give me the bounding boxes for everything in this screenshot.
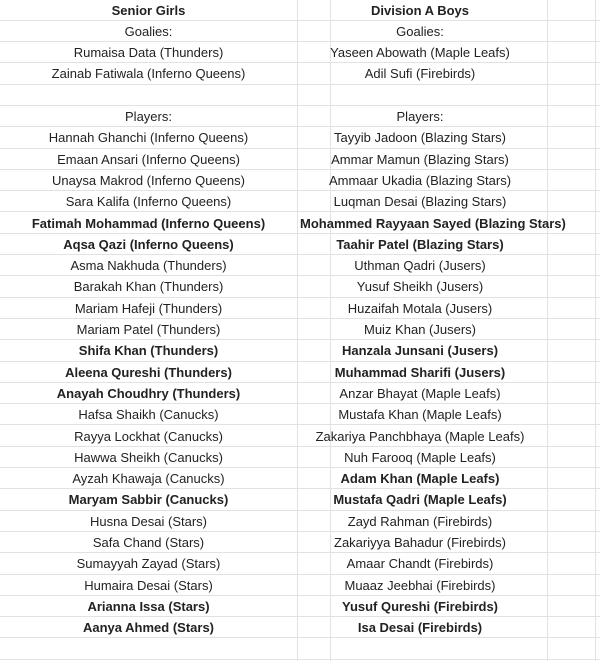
cell-division-a-boys[interactable]: Huzaifah Motala (Jusers)	[347, 300, 493, 316]
table-row	[0, 234, 600, 255]
cell-division-a-boys[interactable]: Adam Khan (Maple Leafs)	[340, 471, 500, 487]
cell-senior-girls[interactable]	[0, 639, 297, 660]
cell-division-a-boys[interactable]: Ammar Mamun (Blazing Stars)	[331, 151, 509, 167]
cell-senior-girls[interactable]: Fatimah Mohammad (Inferno Queens)	[31, 215, 266, 231]
table-row	[0, 106, 600, 127]
cell-senior-girls[interactable]: Aanya Ahmed (Stars)	[83, 620, 214, 636]
cell-senior-girls[interactable]: Zainab Fatiwala (Inferno Queens)	[51, 66, 246, 82]
cell-division-a-boys[interactable]: Zakariyya Bahadur (Firebirds)	[334, 535, 506, 550]
cell-division-a-boys[interactable]: Anzar Bhayat (Maple Leafs)	[339, 385, 501, 401]
cell-division-a-boys[interactable]: Yaseen Abowath (Maple Leafs)	[330, 45, 510, 61]
table-row	[0, 426, 600, 447]
cell-division-a-boys[interactable]: Muiz Khan (Jusers)	[364, 322, 476, 337]
cell-division-a-boys[interactable]: Nuh Farooq (Maple Leafs)	[344, 449, 496, 465]
table-row	[0, 553, 600, 574]
cell-division-a-boys[interactable]: Uthman Qadri (Jusers)	[354, 258, 486, 274]
cell-senior-girls[interactable]: Players:	[125, 109, 172, 124]
table-row	[0, 42, 600, 63]
cell-division-a-boys[interactable]: Mohammed Rayyaan Sayed (Blazing Stars)	[300, 215, 566, 231]
cell-senior-girls[interactable]: Ayzah Khawaja (Canucks)	[72, 471, 225, 487]
cell-senior-girls[interactable]: Aleena Qureshi (Thunders)	[65, 364, 232, 380]
cell-division-a-boys[interactable]: Muhammad Sharifi (Jusers)	[334, 364, 506, 380]
table-row	[0, 21, 600, 42]
table-row	[0, 0, 600, 21]
table-row	[0, 340, 600, 361]
cell-senior-girls[interactable]: Goalies:	[124, 23, 173, 39]
table-row	[0, 617, 600, 638]
cell-division-a-boys[interactable]: Luqman Desai (Blazing Stars)	[333, 194, 507, 210]
cell-division-a-boys[interactable]: Amaar Chandt (Firebirds)	[346, 556, 494, 572]
table-row	[0, 596, 600, 617]
cell-division-a-boys[interactable]: Yusuf Sheikh (Jusers)	[356, 279, 484, 295]
table-row	[0, 85, 600, 106]
cell-division-a-boys[interactable]: Isa Desai (Firebirds)	[357, 620, 483, 636]
table-row	[0, 149, 600, 170]
cell-senior-girls[interactable]: Rumaisa Data (Thunders)	[73, 45, 224, 61]
cell-division-a-boys[interactable]: Goalies:	[396, 23, 444, 39]
cell-senior-girls[interactable]: Arianna Issa (Stars)	[87, 598, 210, 614]
table-row	[0, 298, 600, 319]
cell-division-a-boys[interactable]: Mustafa Qadri (Maple Leafs)	[333, 492, 507, 508]
table-row	[0, 383, 600, 404]
table-row	[0, 532, 600, 553]
cell-division-a-boys[interactable]: Division A Boys	[370, 2, 469, 18]
cell-senior-girls[interactable]: Shifa Khan (Thunders)	[78, 343, 219, 359]
cell-senior-girls[interactable]: Senior Girls	[111, 2, 186, 18]
cell-division-a-boys[interactable]: Zakariya Panchbhaya (Maple Leafs)	[315, 428, 525, 444]
table-row	[0, 170, 600, 191]
cell-division-a-boys[interactable]: Players:	[396, 109, 444, 124]
cell-division-a-boys[interactable]: Hanzala Junsani (Jusers)	[341, 343, 499, 359]
table-row	[0, 489, 600, 510]
table-row	[0, 639, 600, 660]
table-row	[0, 213, 600, 234]
cell-senior-girls[interactable]: Hafsa Shaikh (Canucks)	[78, 407, 219, 423]
cell-senior-girls[interactable]: Hawwa Sheikh (Canucks)	[74, 449, 223, 465]
cell-senior-girls[interactable]: Humaira Desai (Stars)	[84, 577, 213, 593]
table-row	[0, 191, 600, 212]
table-row	[0, 63, 600, 84]
cell-senior-girls[interactable]: Safa Chand (Stars)	[92, 535, 205, 550]
cell-senior-girls[interactable]: Asma Nakhuda (Thunders)	[70, 258, 227, 274]
cell-senior-girls[interactable]: Aqsa Qazi (Inferno Queens)	[63, 236, 234, 252]
table-row	[0, 319, 600, 340]
cell-division-a-boys[interactable]	[300, 85, 540, 106]
table-row	[0, 404, 600, 425]
cell-senior-girls[interactable]: Hannah Ghanchi (Inferno Queens)	[48, 130, 249, 146]
table-row	[0, 362, 600, 383]
cell-senior-girls[interactable]: Sara Kalifa (Inferno Queens)	[65, 194, 232, 210]
cell-division-a-boys[interactable]: Yusuf Qureshi (Firebirds)	[341, 598, 499, 614]
cell-senior-girls[interactable]: Maryam Sabbir (Canucks)	[68, 492, 229, 508]
cell-division-a-boys[interactable]: Zayd Rahman (Firebirds)	[347, 513, 493, 529]
cell-division-a-boys[interactable]: Muaaz Jeebhai (Firebirds)	[344, 577, 496, 593]
table-row	[0, 127, 600, 148]
cell-senior-girls[interactable]: Barakah Khan (Thunders)	[73, 279, 224, 295]
table-row	[0, 276, 600, 297]
cell-division-a-boys[interactable]	[300, 639, 540, 660]
cell-division-a-boys[interactable]: Taahir Patel (Blazing Stars)	[336, 236, 504, 252]
cell-senior-girls[interactable]: Sumayyah Zayad (Stars)	[76, 556, 221, 572]
cell-division-a-boys[interactable]: Tayyib Jadoon (Blazing Stars)	[334, 130, 506, 146]
cell-senior-girls[interactable]: Mariam Hafeji (Thunders)	[74, 300, 223, 316]
table-row	[0, 447, 600, 468]
cell-senior-girls[interactable]: Emaan Ansari (Inferno Queens)	[57, 151, 240, 167]
cell-senior-girls[interactable]	[0, 85, 297, 106]
cell-division-a-boys[interactable]: Adil Sufi (Firebirds)	[364, 66, 476, 82]
cell-senior-girls[interactable]: Unaysa Makrod (Inferno Queens)	[52, 172, 245, 188]
cell-senior-girls[interactable]: Husna Desai (Stars)	[89, 513, 208, 529]
cell-senior-girls[interactable]: Mariam Patel (Thunders)	[76, 322, 221, 337]
cell-senior-girls[interactable]: Anayah Choudhry (Thunders)	[56, 385, 241, 401]
table-row	[0, 511, 600, 532]
cell-division-a-boys[interactable]: Ammaar Ukadia (Blazing Stars)	[328, 172, 512, 188]
table-row	[0, 468, 600, 489]
cell-senior-girls[interactable]: Rayya Lockhat (Canucks)	[74, 428, 223, 444]
cell-division-a-boys[interactable]: Mustafa Khan (Maple Leafs)	[338, 407, 502, 423]
table-row	[0, 255, 600, 276]
table-row	[0, 575, 600, 596]
